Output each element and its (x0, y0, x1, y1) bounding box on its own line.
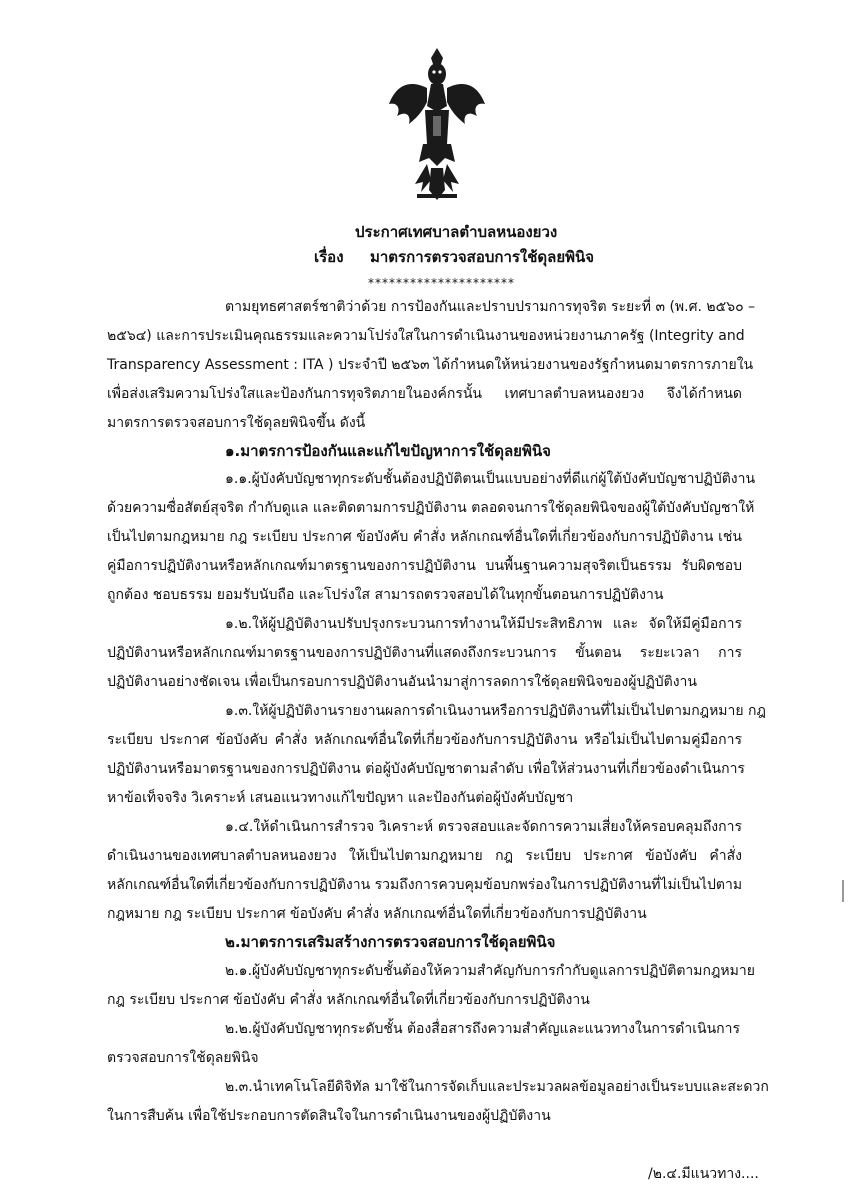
clause-line: ปฏิบัติงานอย่างชัดเจน เพื่อเป็นกรอบการปฏิบัติงานอันนำมาสู่การลดการใช้ดุลยพินิจของผู้ปฏิบัติงาน (107, 674, 697, 690)
clause-line: กฎ ระเบียบ ประกาศ ข้อบังคับ คำสั่ง หลักเกณฑ์อื่นใดที่เกี่ยวข้องกับการปฏิบัติงาน (107, 992, 590, 1008)
clause-line: ตรวจสอบการใช้ดุลยพินิจ (107, 1050, 259, 1066)
clause-line: ๑.๒.ให้ผู้ปฏิบัติงานปรับปรุงกระบวนการทำงานให้มีประสิทธิภาพ และ จัดให้มีคู่มือการ (225, 616, 742, 632)
clause-line: ด้วยความซื่อสัตย์สุจริต กำกับดูแล และติดตามการปฏิบัติงาน ตลอดจนการใช้ดุลยพินิจของผู้ใต้บังคับบัญชาให้ (107, 500, 755, 516)
clause-line: เป็นไปตามกฎหมาย กฎ ระเบียบ ประกาศ ข้อบังคับ คำสั่ง หลักเกณฑ์อื่นใดที่เกี่ยวข้องกับการปฏิบัติงาน เช่น (107, 529, 742, 545)
intro-line: Transparency Assessment : ITA ) ประจำปี ๒๕๖๓ ได้กำหนดให้หน่วยงานของรัฐกำหนดมาตรการภายใน (107, 357, 754, 373)
clause-line: ระเบียบ ประกาศ ข้อบังคับ คำสั่ง หลักเกณฑ์อื่นใดที่เกี่ยวข้องกับการปฏิบัติงาน หรือไม่เป็นไปตามคู่มือการ (107, 732, 742, 748)
section-heading: ๑.มาตรการป้องกันและแก้ไขปัญหาการใช้ดุลยพินิจ (225, 442, 551, 460)
clause-line: หลักเกณฑ์อื่นใดที่เกี่ยวข้องกับการปฏิบัติงาน รวมถึงการควบคุมข้อบกพร่องในการปฏิบัติงานที่ไม่เป็นไปตาม (107, 877, 743, 893)
intro-line: ๒๕๖๔) และการประเมินคุณธรรมและความโปร่งใสในการดำเนินงานของหน่วยงานภาครัฐ (Integrity and (107, 328, 745, 344)
clause-line: ๑.๓.ให้ผู้ปฏิบัติงานรายงานผลการดำเนินงานหรือการปฏิบัติงานที่ไม่เป็นไปตามกฎหมาย กฎ (225, 703, 766, 719)
clause-line: ปฏิบัติงานหรือหลักเกณฑ์มาตรฐานของการปฏิบัติงานที่แสดงถึงกระบวนการ ขั้นตอน ระยะเวลา การ (107, 645, 742, 661)
clause-line: คู่มือการปฏิบัติงานหรือหลักเกณฑ์มาตรฐานของการปฏิบัติงาน บนพื้นฐานความสุจริตเป็นธรรม รับผิดชอบ (107, 558, 742, 574)
clause-line: ถูกต้อง ชอบธรรม ยอมรับนับถือ และโปร่งใส สามารถตรวจสอบได้ในทุกขั้นตอนการปฏิบัติงาน (107, 587, 664, 603)
clause-line: ๑.๑.ผู้บังคับบัญชาทุกระดับชั้นต้องปฏิบัติตนเป็นแบบอย่างที่ดีแก่ผู้ใต้บังคับบัญชาปฏิบัติงาน (225, 471, 756, 487)
intro-line: ตามยุทธศาสตร์ชาติว่าด้วย การป้องกันและปราบปรามการทุจริต ระยะที่ ๓ (พ.ศ. ๒๕๖๐ – (225, 299, 756, 315)
intro-line: เพื่อส่งเสริมความโปร่งใสและป้องกันการทุจริตภายในองค์กรนั้น เทศบาลตำบลหนองยวง จึงได้กำหนด (107, 386, 742, 402)
scan-margin-mark (842, 880, 844, 902)
clause-line: หาข้อเท็จจริง วิเคราะห์ เสนอแนวทางแก้ไขปัญหา และป้องกันต่อผู้บังคับบัญชา (107, 790, 574, 806)
garuda-emblem-icon (387, 44, 487, 204)
clause-line: กฎหมาย กฎ ระเบียบ ประกาศ ข้อบังคับ คำสั่ง หลักเกณฑ์อื่นใดที่เกี่ยวข้องกับการปฏิบัติงาน (107, 906, 647, 922)
clause-line: ดำเนินงานของเทศบาลตำบลหนองยวง ให้เป็นไปตามกฎหมาย กฎ ระเบียบ ประกาศ ข้อบังคับ คำสั่ง (107, 848, 742, 864)
clause-line: ๒.๑.ผู้บังคับบัญชาทุกระดับชั้นต้องให้ความสำคัญกับการกำกับดูแลการปฏิบัติตามกฎหมาย (225, 963, 755, 979)
subject-label: เรื่อง (314, 248, 344, 266)
clause-line: ๑.๔.ให้ดำเนินการสำรวจ วิเคราะห์ ตรวจสอบและจัดการความเสี่ยงให้ครอบคลุมถึงการ (225, 819, 742, 835)
clause-line: ๒.๓.นำเทคโนโลยีดิจิทัล มาใช้ในการจัดเก็บและประมวลผลข้อมูลอย่างเป็นระบบและสะดวก (225, 1079, 769, 1095)
subject-text: มาตรการตรวจสอบการใช้ดุลยพินิจ (370, 248, 595, 266)
section-heading: ๒.มาตรการเสริมสร้างการตรวจสอบการใช้ดุลยพินิจ (225, 933, 556, 951)
clause-line: ๒.๒.ผู้บังคับบัญชาทุกระดับชั้น ต้องสื่อสารถึงความสำคัญและแนวทางในการดำเนินการ (225, 1021, 741, 1037)
continued-note: /๒.๔.มีแนวทาง.... (648, 1166, 759, 1182)
intro-line: มาตรการตรวจสอบการใช้ดุลยพินิจขึ้น ดังนี้ (107, 415, 366, 431)
document-title: ประกาศเทศบาลตำบลหนองยวง (355, 223, 558, 241)
clause-line: ในการสืบค้น เพื่อใช้ประกอบการตัดสินใจในการดำเนินงานของผู้ปฏิบัติงาน (107, 1108, 551, 1124)
separator-stars: ********************* (368, 276, 515, 290)
clause-line: ปฏิบัติงานหรือมาตรฐานของการปฏิบัติงาน ต่อผู้บังคับบัญชาตามลำดับ เพื่อให้ส่วนงานที่เกี่ยวข้องดำเนินการ (107, 761, 745, 777)
